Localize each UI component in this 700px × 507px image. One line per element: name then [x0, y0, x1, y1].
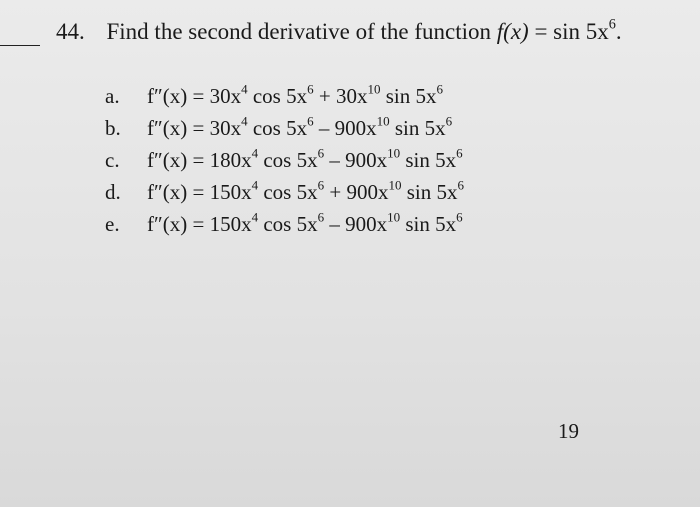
exponent: 4 — [251, 145, 259, 161]
choice-letter: a. — [105, 84, 120, 108]
expression-text: – 900x — [324, 148, 388, 172]
question-text: Find the second derivative of the function — [106, 19, 492, 44]
exponent: 6 — [456, 145, 463, 161]
function-definition: $f(x) = \sin 5x^6$. — [496, 16, 622, 44]
exponent: 10 — [367, 81, 381, 97]
choice-expression — [147, 177, 464, 205]
answer-choices — [105, 81, 464, 244]
function-end: . — [615, 19, 622, 44]
expression-text: sin 5x — [401, 180, 458, 204]
expression-text: sin 5x — [400, 148, 457, 172]
expression-text: – 900x — [324, 212, 388, 236]
choice-letter: e. — [105, 212, 120, 236]
expression-text: f″(x) = 150x — [147, 212, 252, 236]
expression-text: cos 5x — [258, 212, 318, 236]
expression-text: cos 5x — [258, 148, 318, 172]
exponent: 6 — [457, 177, 464, 193]
expression-text: f″(x) = 150x — [147, 180, 252, 204]
choice-3 — [105, 145, 464, 180]
choice-expression — [147, 209, 463, 237]
page-number: 19 — [558, 419, 579, 443]
exponent: 6 — [436, 81, 443, 97]
answer-blank-line — [0, 45, 40, 46]
function-rhs: sin 5x — [553, 19, 609, 44]
expression-text: sin 5x — [389, 116, 446, 140]
exponent: 4 — [241, 81, 248, 97]
exponent: 6 — [445, 113, 453, 129]
choice-4 — [105, 177, 464, 212]
choice-expression — [147, 113, 453, 141]
exponent: 10 — [376, 113, 390, 129]
choice-expression — [147, 145, 463, 173]
expression-text: f″(x) = 30x — [147, 116, 242, 140]
exponent: 10 — [387, 145, 401, 161]
expression-text: sin 5x — [400, 212, 457, 236]
exponent: 6 — [307, 81, 314, 97]
expression-text: – 900x — [313, 116, 377, 140]
exponent: 6 — [317, 177, 325, 193]
exponent: 6 — [317, 145, 325, 161]
exponent: 4 — [241, 113, 248, 129]
choice-letter: b. — [105, 116, 121, 140]
expression-text: cos 5x — [247, 116, 308, 140]
choice-expression — [147, 81, 443, 109]
expression-text: + 900x — [324, 180, 389, 204]
question-number: 44. — [56, 19, 85, 44]
exponent: 6 — [317, 209, 325, 225]
expression-text: cos 5x — [258, 180, 318, 204]
exponent: 10 — [388, 177, 402, 193]
expression-text: f″(x) = 30x — [147, 84, 242, 108]
exponent: 6 — [307, 113, 314, 129]
exponent: 4 — [251, 209, 259, 225]
choice-1 — [105, 81, 464, 116]
function-lhs: f(x) — [496, 19, 529, 44]
exponent: 4 — [251, 177, 259, 193]
expression-text: cos 5x — [247, 84, 308, 108]
choice-letter: d. — [105, 180, 121, 204]
exponent: 6 — [456, 209, 463, 225]
choice-letter: c. — [105, 148, 120, 172]
exponent: 10 — [387, 209, 401, 225]
choice-5 — [105, 209, 464, 244]
expression-text: sin 5x — [380, 84, 437, 108]
function-exponent: 6 — [608, 16, 616, 33]
choice-2 — [105, 113, 464, 148]
expression-text: f″(x) = 180x — [147, 148, 252, 172]
expression-text: + 30x — [313, 84, 368, 108]
question-44 — [56, 16, 622, 45]
